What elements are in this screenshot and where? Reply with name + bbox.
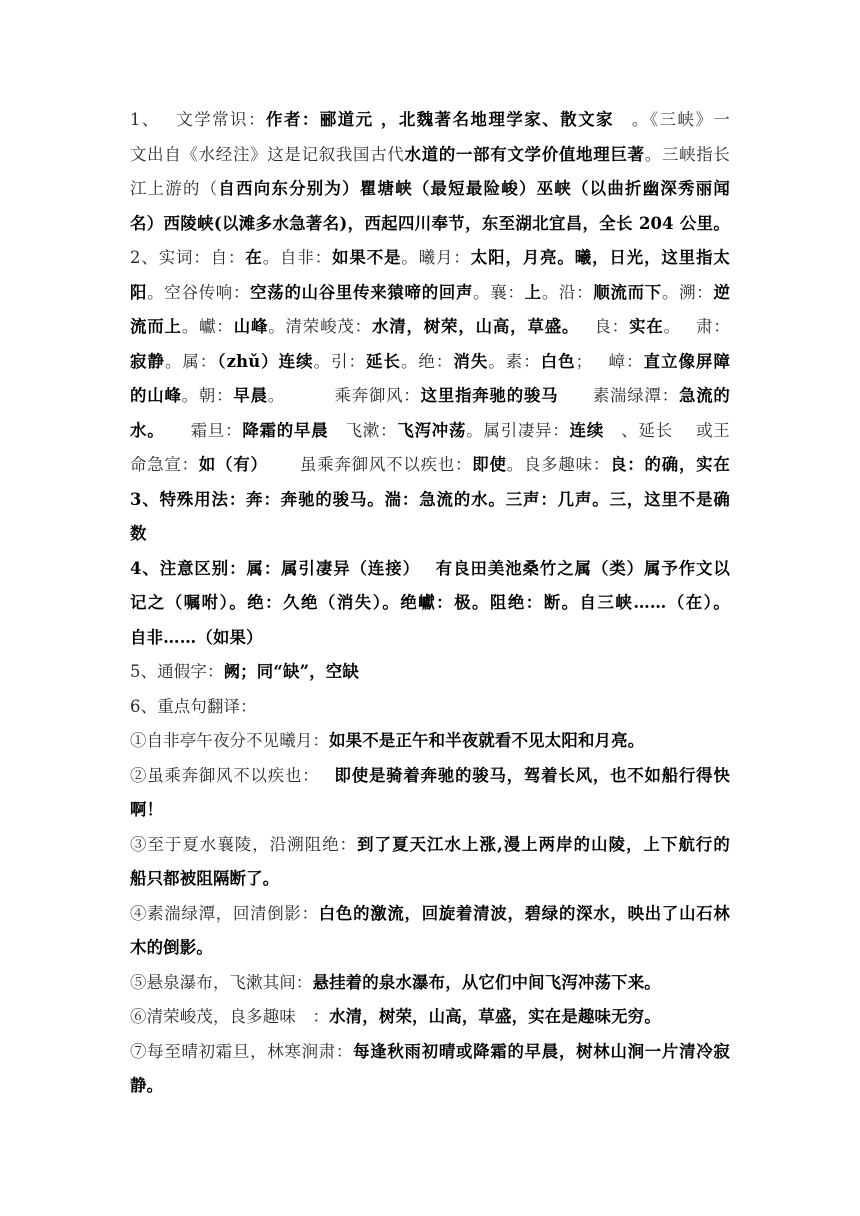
text-line (130, 276, 730, 311)
text-line (130, 172, 730, 207)
plain-text: 素湍绿潭： (558, 386, 679, 405)
plain-text: 。空谷传响： (147, 282, 251, 302)
plain-text: 良： (571, 317, 630, 336)
text-line (130, 207, 730, 242)
plain-text: 。《三峡》一 (614, 110, 730, 129)
plain-text: ④素湍绿潭，回清倒影： (130, 903, 319, 923)
bold-text: 水。 (130, 420, 157, 440)
document-body (130, 103, 730, 1104)
plain-text: ； 嶂： (575, 351, 644, 371)
plain-text: 。三峡指长 (644, 144, 730, 164)
text-line (130, 552, 730, 587)
text-line (130, 103, 730, 138)
text-line (130, 1069, 730, 1104)
plain-text: 。属： (164, 351, 218, 371)
plain-text: 。 乘奔御风： (267, 386, 421, 405)
bold-text: 白色的激流，回旋着清波，碧绿的深水，映出了山石林 (318, 903, 730, 923)
plain-text: 6、重点句翻译： (130, 696, 257, 716)
bold-text: 顺流而下 (593, 282, 662, 302)
text-line (130, 310, 730, 345)
text-line (130, 621, 730, 656)
bold-text: 在 (245, 248, 263, 267)
text-line (130, 448, 730, 483)
bold-text: 每逢秋雨初晴或降霜的早晨，树林山涧一片清冷寂 (353, 1041, 730, 1061)
bold-text: 啊！ (130, 800, 164, 819)
bold-text: 太阳，月亮。曦，日光，这里指太 (470, 248, 730, 267)
text-line (130, 862, 730, 897)
bold-text: 山峰 (233, 317, 269, 336)
plain-text: 、延长 或王 (604, 420, 730, 440)
bold-text: 实在 (629, 317, 664, 336)
text-line (130, 241, 730, 276)
bold-text: 船只都被阻隔断了。 (130, 869, 280, 888)
plain-text: 。属引凄异： (466, 420, 570, 440)
bold-text: 流而上 (130, 317, 182, 336)
plain-text: 。曦月： (401, 248, 471, 267)
plain-text: ⑥清荣峻茂，良多趣味 ： (130, 1007, 330, 1026)
text-line (130, 724, 730, 759)
bold-text: 白色 (540, 351, 576, 371)
bold-text: 直立像屏障 (643, 351, 730, 371)
text-line (130, 138, 730, 173)
plain-text: 文出自《水经注》这是记叙我国古代 (130, 144, 405, 164)
plain-text: 1、 文学常识： (130, 110, 267, 129)
plain-text: 。 肃： (663, 317, 730, 336)
text-line (130, 759, 730, 794)
plain-text: ①自非亭午夜分不见曦月： (130, 731, 330, 750)
bold-text: 记之（嘱咐）。绝：久绝（消失）。绝巘：极。阻绝：断。自三峡……（在）。 (130, 593, 730, 612)
bold-text: 即使是骑着奔驰的骏马，驾着长风，也不如船行得快 (334, 765, 730, 785)
plain-text: 。沿： (541, 282, 594, 302)
bold-text: 自西向东分别为）瞿塘峡（最短最险峻）巫峡（以曲折幽深秀丽闻 (218, 179, 730, 198)
plain-text: 。绝： (400, 351, 454, 371)
text-line (130, 931, 730, 966)
text-line (130, 414, 730, 449)
bold-text: 名）西陵峡(以滩多水急著名)，西起四川奉节，东至湖北宜昌，全长 204 公里。 (130, 213, 730, 233)
text-line (130, 966, 730, 1001)
text-line (130, 345, 730, 380)
bold-text: 如果不是 (332, 248, 402, 267)
text-line (130, 828, 730, 863)
bold-text: 数 (130, 524, 147, 543)
text-line (130, 517, 730, 552)
bold-text: 延长 (366, 351, 401, 371)
bold-text: （zhǔ）连续 (217, 351, 314, 371)
text-line (130, 1035, 730, 1070)
bold-text: 上 (524, 282, 542, 302)
bold-text: 急流的 (678, 386, 730, 405)
bold-text: 飞泻冲荡 (397, 420, 467, 440)
text-line (130, 690, 730, 725)
plain-text: 。自非： (262, 248, 333, 267)
bold-text: 如果不是正午和半夜就看不见太阳和月亮。 (329, 731, 645, 750)
bold-text: 良：的确，实在 (610, 455, 730, 474)
plain-text: 。朝： (181, 386, 234, 405)
text-line (130, 655, 730, 690)
bold-text: 3、特殊用法：奔：奔驰的骏马。湍：急流的水。三声：几声。三，这里不是确 (130, 489, 730, 509)
bold-text: 作者：郦道元 ，北魏著名地理学家、散文家 (266, 110, 614, 129)
bold-text: 阳 (130, 282, 148, 302)
bold-text: 悬挂着的泉水瀑布，从它们中间飞泻冲荡下来。 (312, 972, 661, 992)
bold-text: 水清，树荣，山高，草盛。 (371, 317, 572, 336)
plain-text: 。清荣峻茂： (268, 317, 372, 336)
plain-text: ⑦每至晴初霜旦，林寒涧肃： (130, 1041, 354, 1061)
bold-text: 即使 (472, 455, 507, 474)
bold-text: 空荡的山谷里传来猿啼的回声 (250, 282, 474, 302)
bold-text: 木的倒影。 (130, 938, 213, 957)
plain-text: 霜旦： (156, 420, 243, 440)
bold-text: 水道的一部有文学价值地理巨著 (404, 144, 645, 164)
plain-text: 。襄： (473, 282, 525, 302)
text-line (130, 379, 730, 414)
bold-text: 寂静 (130, 351, 165, 371)
plain-text: 。溯： (661, 282, 714, 302)
plain-text: 5、通假字： (130, 662, 224, 681)
bold-text: 这里指奔驰的骏马 (420, 386, 559, 405)
bold-text: 早晨 (233, 386, 268, 405)
bold-text: 静。 (130, 1076, 164, 1095)
plain-text: 。良多趣味： (506, 455, 611, 474)
bold-text: 自非……（如果） (130, 627, 263, 647)
plain-text: 2、实词：自： (130, 248, 246, 267)
plain-text: ③至于夏水襄陵，沿溯阻绝： (130, 834, 358, 854)
bold-text: 的山峰 (130, 386, 182, 405)
plain-text: ②虽乘奔御风不以疾也： (130, 765, 335, 785)
plain-text: 虽乘奔御风不以疾也： (259, 455, 473, 474)
bold-text: 降霜的早晨 (242, 420, 329, 440)
plain-text: 江上游的（ (130, 179, 219, 198)
bold-text: 到了夏天江水上涨,漫上两岸的山陵，上下航行的 (357, 834, 730, 854)
plain-text: ⑤悬泉瀑布，飞漱其间： (130, 972, 313, 992)
text-line (130, 586, 730, 621)
bold-text: 消失 (453, 351, 489, 371)
bold-text: 水清，树荣，山高，草盛，实在是趣味无穷。 (329, 1007, 661, 1026)
text-line (130, 1000, 730, 1035)
bold-text: 连续 (569, 420, 605, 440)
plain-text: 命急宣： (130, 455, 199, 474)
text-line (130, 483, 730, 518)
plain-text: 。素： (488, 351, 541, 371)
bold-text: 阙；同“缺”，空缺 (223, 662, 359, 681)
bold-text: 逆 (713, 282, 730, 302)
bold-text: 如（有） (198, 455, 260, 474)
plain-text: 飞漱： (328, 420, 398, 440)
text-line (130, 793, 730, 828)
plain-text: 。引： (313, 351, 367, 371)
text-line (130, 897, 730, 932)
bold-text: 4、注意区别：属：属引凄异（连接） 有良田美池桑竹之属（类）属予作文以 (130, 558, 730, 578)
plain-text: 。巘： (181, 317, 234, 336)
